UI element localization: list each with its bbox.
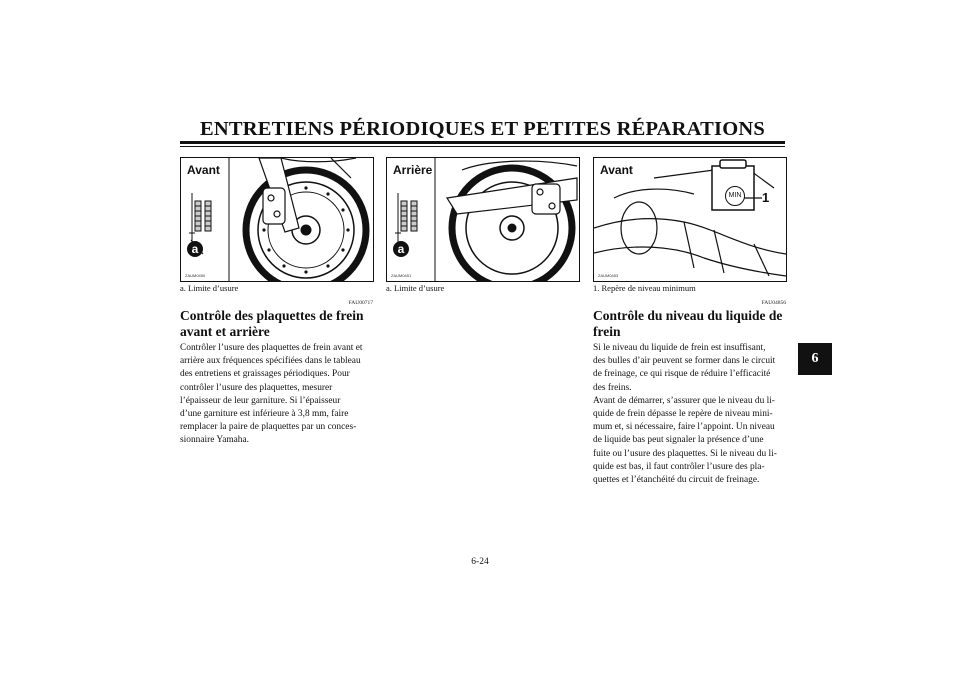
body-line: Avant de démarrer, s’assurer que le niveau du li- [593,395,775,406]
callout-a: a [393,241,409,257]
callout-a: a [187,241,203,257]
reference-code: FAU00717 [348,300,373,306]
figure-code: ZAUM0450 [185,273,206,278]
body-line: Si le niveau du liquide de frein est insuffisant, [593,343,766,353]
body-line: quide est bas, il faut contrôler l’usure des pla- [593,461,765,472]
figure-front-brake-pads [180,157,374,282]
section-brake-pads [180,300,373,448]
page-number: 6-24 [471,557,489,567]
figure-rear-brake-pads [386,157,580,282]
body-line: des freins. [593,382,632,393]
section-brake-fluid [593,300,786,487]
figure-code: ZAUM0453 [598,273,619,278]
section-body [180,342,373,448]
page-header-title: ENTRETIENS PÉRIODIQUES ET PETITES RÉPARATIONS [200,118,765,140]
caption-min-level: 1. Repère de niveau minimum [593,283,696,293]
heading-line: Contrôle des plaquettes de frein [180,308,364,323]
figure-label-avant: Avant [187,163,220,177]
body-line: de freinage, ce qui risque de réduire l’efficacité [593,369,771,380]
caption-wear-limit-rear: a. Limite d’usure [386,283,445,293]
body-line: mum et, si nécessaire, faire l’appoint. Un niveau [593,422,775,433]
section-body [593,342,786,487]
figure-brake-fluid-reservoir [593,157,787,282]
body-line: fuite ou l’usure des plaquettes. Si le niveau du li- [593,448,777,459]
body-line: arrière aux fréquences spécifiées dans le tableau [180,356,361,367]
body-line: l’épaisseur de leur garniture. Si l’épaisseur [180,395,341,406]
body-line: d’une garniture est inférieure à 3,8 mm, faire [180,409,349,420]
body-line: des bulles d’air peuvent se former dans le circuit [593,356,776,367]
caption-wear-limit-front: a. Limite d’usure [180,283,239,293]
body-line: remplacer la paire de plaquettes par un conces- [180,422,357,433]
body-line: contrôler l’usure des plaquettes, mesurer [180,382,333,393]
body-line: de liquide bas peut signaler la présence d’une [593,435,764,446]
heading-line: avant et arrière [180,324,270,339]
figure-label-avant: Avant [600,163,633,177]
section-heading [180,308,373,340]
body-line: quettes et l’étanchéité du circuit de freinage. [593,475,760,486]
min-mark: MIN [725,186,745,206]
section-heading [593,308,786,340]
body-line: des entretiens et graissages périodiques. Pour [180,369,350,380]
heading-line: frein [593,324,621,339]
reference-code: FAU04856 [761,300,786,306]
body-line: quide de frein dépasse le repère de niveau mini- [593,409,773,420]
callout-1: 1 [762,190,770,205]
heading-line: Contrôle du niveau du liquide de [593,308,783,323]
header-rule-thick [180,141,785,144]
body-line: sionnaire Yamaha. [180,435,249,446]
figure-label-arriere: Arrière [393,163,433,177]
chapter-tab: 6 [798,343,832,375]
body-line: Contrôler l’usure des plaquettes de frein avant et [180,343,363,353]
header-rule-thin [180,146,785,147]
figure-code: ZAUM0451 [391,273,412,278]
